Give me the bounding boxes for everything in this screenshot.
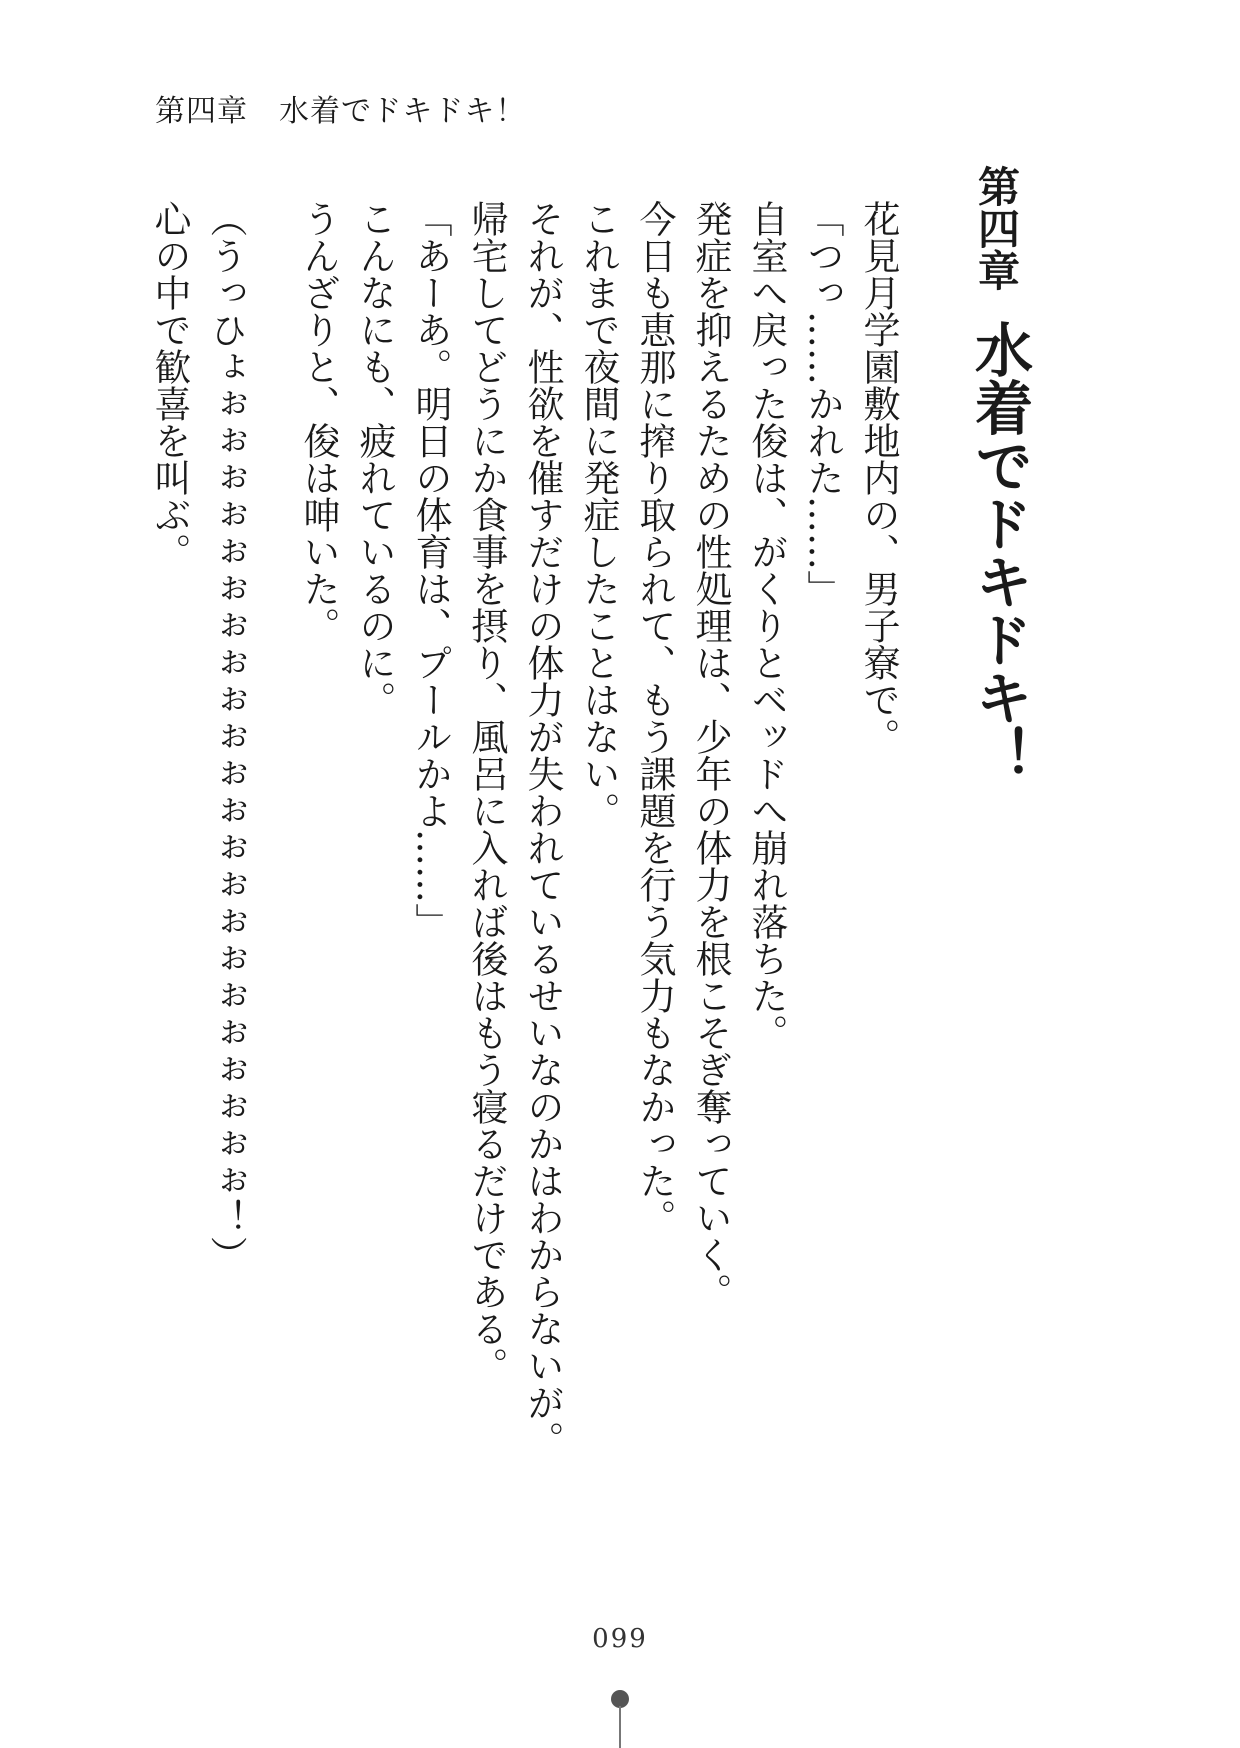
running-header: 第四章 水着でドキドキ！ <box>155 94 527 129</box>
text-column: こんなにも、疲れているのに。 <box>353 200 396 718</box>
chapter-number: 第四章 <box>972 165 1021 291</box>
text-column: 心の中で歓喜を叫ぶ。 <box>148 200 191 570</box>
text-column: 発症を抑えるための性処理は、少年の体力を根こそぎ奪っていく。 <box>689 200 732 1310</box>
text-column: 今日も恵那に搾り取られて、もう課題を行う気力もなかった。 <box>633 200 676 1236</box>
text-column: 自室へ戻った俊は、がくりとベッドへ崩れ落ちた。 <box>745 200 788 1051</box>
text-column: それが、性欲を催すだけの体力が失われているせいなのかはわからないが。 <box>521 200 564 1458</box>
text-column: 「あーあ。明日の体育は、プールかよ……」 <box>409 200 452 940</box>
text-column: これまで夜間に発症したことはない。 <box>577 200 620 829</box>
page-number: 099 <box>592 1624 648 1654</box>
text-column: 「つっ……かれた……」 <box>801 200 844 607</box>
text-column: （うっひょぉぉぉぉぉぉぉぉぉぉぉぉぉぉぉぉぉぉぉぉぉぉ！） <box>204 200 247 1273</box>
text-column: 帰宅してどうにか食事を摂り、風呂に入れば後はもう寝るだけである。 <box>465 200 508 1384</box>
page-marker-line <box>619 1706 621 1748</box>
text-column: 花見月学園敷地内の、男子寮で。 <box>857 200 900 755</box>
chapter-title: 水着でドキドキ！ <box>965 320 1033 784</box>
text-column: うんざりと、俊は呻いた。 <box>297 200 340 644</box>
